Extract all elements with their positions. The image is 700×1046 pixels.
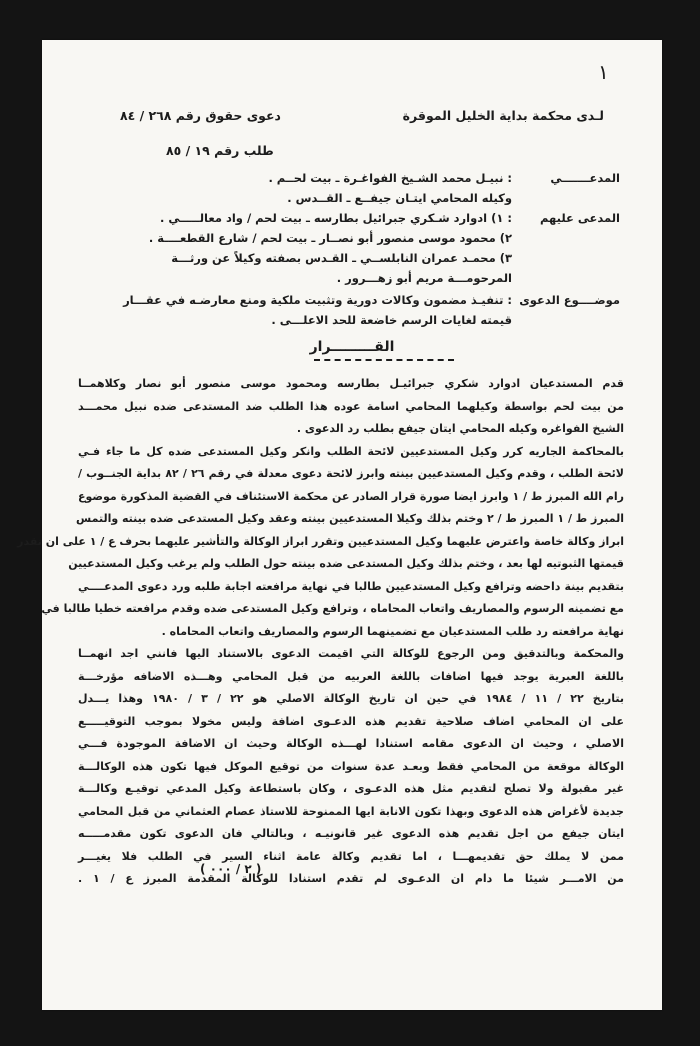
subject-line: : تنفيـذ مضمون وكالات دورية وتثبيت ملكية ومنع معارضـه في عقـــار bbox=[123, 293, 512, 307]
decision-line: قيمتها الثبوتيه لها بعد ، وختم بذلك وكيل المستدعى ضده بينته حول الطلب ولم يرغب وكيل المستدعيين bbox=[68, 557, 624, 570]
decision-line: الشيخ الفواغره وكيله المحامي ايتان جيفع بطلب رد الدعوى . bbox=[296, 422, 624, 435]
defendant-line: : ١) ادوارد شـكري جبرائيل بطارسه ـ بيت لحم / واد معالـــــي . bbox=[160, 211, 512, 225]
decision-body bbox=[17, 373, 625, 891]
continuation-page-marker: ( ٢ / ٠٠٠ ) bbox=[200, 862, 262, 876]
defendants-block bbox=[100, 208, 620, 288]
defendants-label: المدعى عليهم bbox=[540, 211, 620, 225]
decision-line: الوكالة موقعة من المحامي فقط وبعـد عدة سنوات من توقيع الموكل فيها تكون هذه الوكالـــة bbox=[78, 759, 624, 773]
decision-line: قدم المستدعيان ادوارد شكري جبرائيـل بطارسه ومحمود موسى منصور أبو نصار وكلاهمــا bbox=[78, 377, 624, 390]
court-name: لـدى محكمة بداية الخليل الموقرة bbox=[402, 108, 604, 123]
defendant-line: ٢) محمود موسى منصور أبو نصــار ـ بيت لحم / شارع القطعــــة . bbox=[148, 231, 512, 245]
decision-line: بتاريخ ٢٢ / ١١ / ١٩٨٤ في حين ان تاريخ الوكالة الاصلي هو ٢٢ / ٣ / ١٩٨٠ وهذا يـــدل bbox=[78, 692, 624, 705]
decision-line: رام الله المبرز ط / ١ وابرز ايضا صورة قرار الصادر عن محكمة الاستئناف في القضية المذكورة موضوع bbox=[78, 489, 625, 503]
decision-line: على ان المحامي اضاف صلاحية تقديم هذه الدعـوى اضافة وليس مخولا بموجب التوقيـــــع bbox=[78, 714, 624, 728]
document-page bbox=[17, 40, 662, 1010]
heading-underline bbox=[314, 359, 454, 361]
decision-line: والمحكمة وبالتدقيق ومن الرجوع للوكالة التي اقيمت الدعوى بالاستناد اليها فانني اجد انهمــا bbox=[78, 647, 624, 660]
decision-line: نهاية مرافعته رد طلب المستدعيان مع تضمينهما الرسوم والمصاريف واتعاب المحاماه . bbox=[161, 624, 624, 638]
decision-line: مع تضمينه الرسوم والمصاريف واتعاب المحاماه ، وترافع وكيل المستدعى ضده وقدم مرافعته خطيا طالبا في bbox=[41, 602, 624, 615]
decision-line: بالمحاكمة الجاريه كرر وكيل المستدعيين لائحة الطلب وانكر وكيل المستدعى ضده كل ما جاء فـي bbox=[78, 444, 624, 458]
decision-line: الاصلي ، وحيث ان الدعوى مقامه استنادا لهـــذه الوكالة وحيث ان الاضافة الموجودة فـــي bbox=[78, 737, 624, 750]
plaintiff-label: المدعـــــــي bbox=[550, 171, 620, 185]
decision-heading: القـــــــــرار bbox=[309, 339, 395, 355]
decision-line: جديدة لأغراض هذه الدعوى وبهذا تكون الانابة ايها الممنوحة للاستاذ عصام العثماني من قبل المحامي bbox=[78, 804, 624, 818]
plaintiff-line: : نبيـل محمد الشـيخ الفواغـرة ـ بيت لحــم . bbox=[268, 171, 512, 185]
decision-line: بتقديم بينة داحضه وترافع وكيل المستدعيين طالبا في نهاية مرافعته اجابة طلبه ورد دعوى المدعــــي bbox=[78, 579, 624, 593]
defendant-line: المرحومـــة مريم أبو زهـــرور . bbox=[336, 271, 512, 285]
plaintiff-line: وكيله المحامي ايتـان جيفــع ـ القــدس . bbox=[287, 191, 512, 205]
decision-line: غير مقبولة ولا تصلح لتقديم مثل هذه الدعـوى ، وكان باستطاعة وكيل المدعي توقيـع وكالـــة bbox=[78, 782, 624, 795]
subject-details bbox=[100, 290, 512, 330]
defendants-details bbox=[100, 208, 512, 288]
subject-label: موضــــوع الدعوى bbox=[519, 293, 620, 307]
page-number: ١ bbox=[598, 60, 609, 84]
decision-line: ممن لا يملك حق تقديمهـــا ، اما تقديم وكالة عامة اثناء السير في الطلب فلا يغيـــر bbox=[78, 849, 624, 863]
decision-line: لائحة الطلب ، وقدم وكيل المستدعيين بينته وابرز لائحة دعوى معدلة في رقم ٢٦ / ٨٢ بداية الجنــوب / bbox=[78, 467, 624, 480]
decision-line: ابراز وكالة خاصة واعترض عليهما وكيل المستدعيين وتقرر ابراز الوكالة والتأشير عليهما بحرف ع / ١ على ان تقدر bbox=[17, 534, 624, 548]
decision-line: ايتان جيفع من اجل تقديم هذه الدعوى غير قانونيـه ، وبالتالي فان الدعوى تكون مقدمـــــه bbox=[78, 827, 624, 840]
decision-line: المبرز ط / ١ المبرز ط / ٢ وختم بذلك وكيلا المستدعيين بينته وعقد وكيل المستدعى ضده بينته والتمس bbox=[76, 512, 624, 525]
defendant-line: ٣) محمـد عمران النابلســي ـ القـدس بصفته وكيلاً عن ورثـــة bbox=[171, 251, 512, 265]
subject-block bbox=[100, 290, 620, 330]
plaintiff-block bbox=[100, 168, 620, 208]
decision-line: من بيت لحم بواسطة وكيلهما المحامي اسامة عوده هذا الطلب ضد المستدعى ضده نبيل محمـــد bbox=[78, 399, 624, 413]
request-number: طلب رقم ١٩ / ٨٥ bbox=[166, 143, 274, 158]
subject-line: قيمته لغايات الرسم خاضعة للحد الاعلـــى . bbox=[271, 313, 512, 327]
decision-line: باللغة العبرية يوجد فيها اضافات باللغة العربيه من قبل المحامي وهـــذه الاضافه مؤرخـــة bbox=[78, 669, 624, 683]
case-number: دعوى حقوق رقم ٢٦٨ / ٨٤ bbox=[120, 108, 281, 123]
decision-line: من الامـــر شيئا ما دام ان الدعـوى لم تقدم استنادا للوكالة المقدمة المبرز ع / ١ . bbox=[78, 872, 624, 885]
plaintiff-details bbox=[100, 168, 512, 208]
